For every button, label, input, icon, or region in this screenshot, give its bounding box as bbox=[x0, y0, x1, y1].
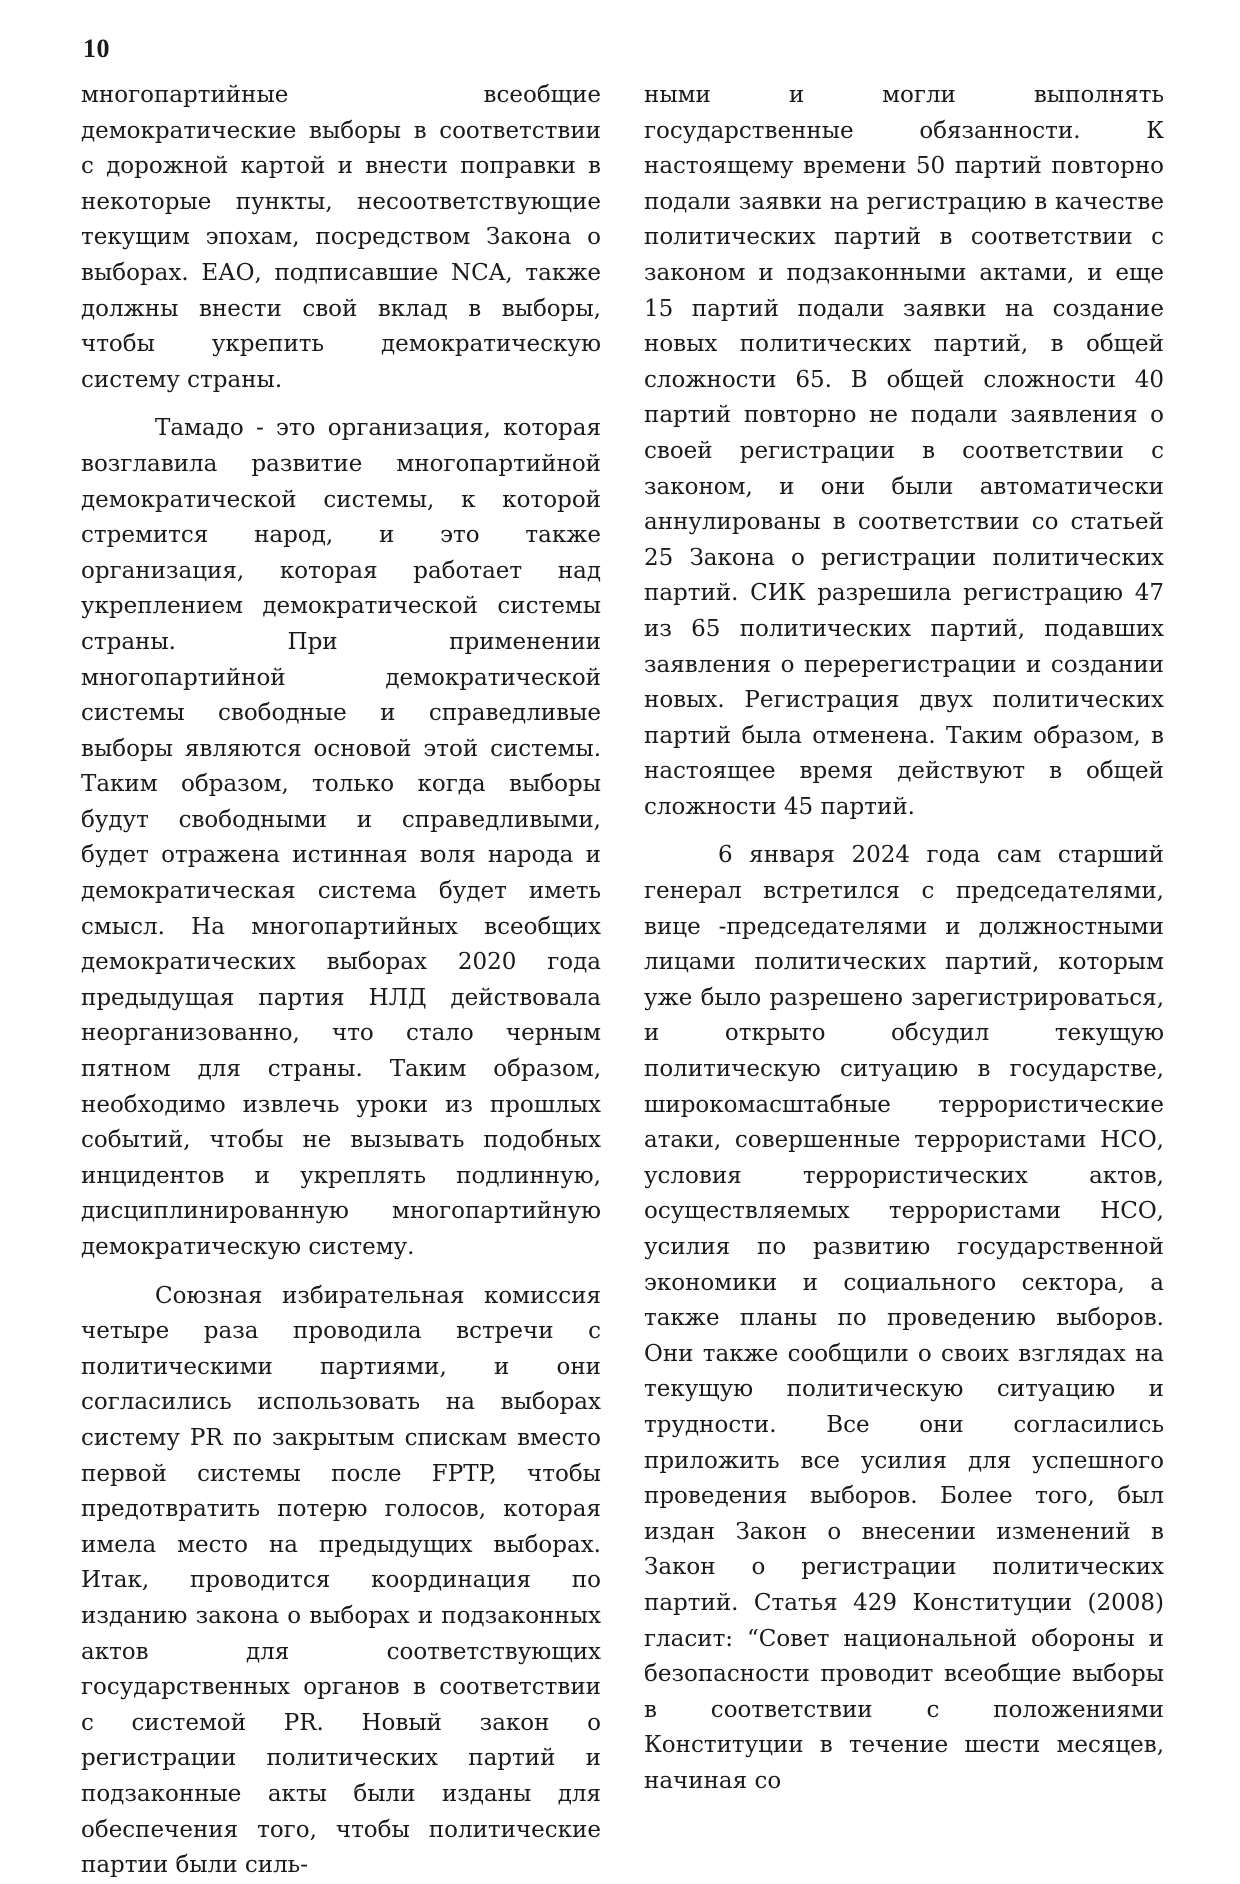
right-column bbox=[644, 78, 1164, 1794]
paragraph: ными и могли выполнять государственные обязанности. К настоящему времени 50 партий повторно подали заявки на регистрацию в качестве политических партий в соответствии с законом и подзаконными актами, и еще 15 партий подали заявки на создание новых политических партий, в общей сложности 65. В общей сложности 40 партий повторно не подали заявления о своей регистрации в соответствии с законом, и они были автоматически аннулированы в соответствии со статьей 25 Закона о регистрации политических партий. СИК разрешила регистрацию 47 из 65 политических партий, подавших заявления о перерегистрации и создании новых. Регистрация двух политических партий была отменена. Таким образом, в настоящее время действуют в общей сложности 45 партий. bbox=[644, 82, 1164, 820]
paragraph: 6 января 2024 года сам старший генерал встретился с председателями, вице -председателями и должностными лицами политических партий, которым уже было разрешено зарегистрироваться, и открыто обсудил текущую политическую ситуацию в государстве, широкомасштабные террористические атаки, совершенные террористами НСО, условия террористических актов, осуществляемых террористами НСО, усилия по развитию государственной экономики и социального сектора, а также планы по проведению выборов. Они также сообщили о своих взглядах на текущую политическую ситуацию и трудности. Все они согласились приложить все усилия для успешного проведения выборов. Более того, был издан Закон о внесении изменений в Закон о регистрации политических партий. Статья 429 Конституции (2008) гласит: “Совет национальной обороны и безопасности проводит всеобщие выборы в соответствии с положениями Конституции в течение шести месяцев, начиная со bbox=[644, 842, 1164, 1794]
left-column bbox=[81, 78, 601, 1879]
page-number: 10 bbox=[83, 34, 110, 63]
paragraph: многопартийные всеобщие демократические выборы в соответствии с дорожной картой и внести поправки в некоторые пункты, несоответствующие текущим эпохам, посредством Закона о выборах. ЕАО, подписавшие NCA, также должны внести свой вклад в выборы, чтобы укрепить демократическую систему страны. bbox=[81, 82, 601, 393]
paragraph: Тамадо - это организация, которая возглавила развитие многопартийной демократической системы, к которой стремится народ, и это также организация, которая работает над укреплением демократической системы страны. При применении многопартийной демократической системы свободные и справедливые выборы являются основой этой системы. Таким образом, только когда выборы будут свободными и справедливыми, будет отражена истинная воля народа и демократическая система будет иметь смысл. На многопартийных всеобщих демократических выборах 2020 года предыдущая партия НЛД действовала неорганизованно, что стало черным пятном для страны. Таким образом, необходимо извлечь уроки из прошлых событий, чтобы не вызывать подобных инцидентов и укреплять подлинную, дисциплинированную многопартийную демократическую систему. bbox=[81, 415, 601, 1260]
paragraph: Союзная избирательная комиссия четыре раза проводила встречи с политическими партиями, и они согласились использовать на выборах систему PR по закрытым спискам вместо первой системы после FPTP, чтобы предотвратить потерю голосов, которая имела место на предыдущих выборах. Итак, проводится координация по изданию закона о выборах и подзаконных актов для соответствующих государственных органов в соответствии с системой PR. Новый закон о регистрации политических партий и подзаконные акты были изданы для обеспечения того, чтобы политические партии были силь- bbox=[81, 1282, 601, 1879]
